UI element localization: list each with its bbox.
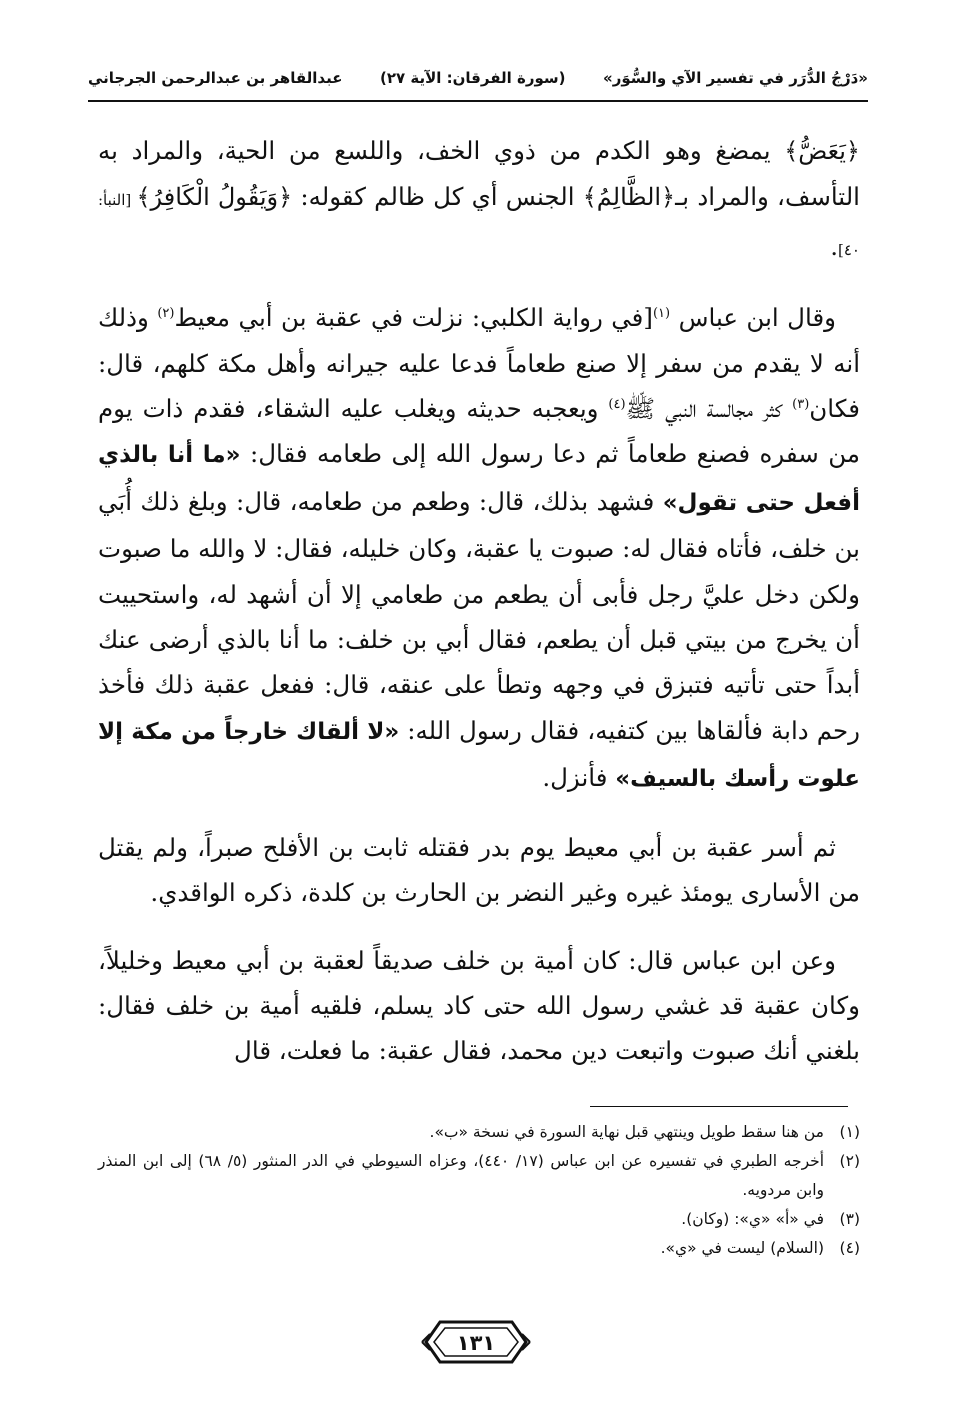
footnote-number: (١) — [839, 1123, 860, 1141]
hadith-quote: «لا ألقاك خارجاً من مكة إلا علوت رأسك بالسيف» — [98, 718, 860, 793]
main-text — [98, 128, 860, 1096]
footnote-number: (٤) — [839, 1239, 860, 1257]
footnote-marker: (٣) — [792, 396, 810, 412]
footnote-marker: (٢) — [157, 306, 175, 322]
text-run: كثر مجالسة النبي ﷺ — [625, 394, 793, 424]
quran-quote: ﴿الظَّالِمُ﴾ — [582, 183, 676, 212]
footnote-divider — [590, 1106, 848, 1107]
footnote-marker: (٤) — [608, 396, 626, 412]
footnote-3 — [98, 1205, 860, 1234]
paragraph-3: ثم أسر عقبة بن أبي معيط يوم بدر فقتله ثابت بن الأفلح صبراً، ولم يقتل من الأسارى يومئذ غيره وغير النضر بن الحارث بن كلدة، ذكره الواقدي. — [98, 832, 860, 908]
footnotes — [98, 1118, 860, 1263]
section-reference: (سورة الفرقان: الآية ٢٧) — [379, 69, 566, 87]
paragraph-2 — [98, 295, 860, 802]
text-run: فشهد بذلك، قال: وطعم من طعامه، قال: وبلغ ذلك أُبَي بن خلف، فأتاه فقال له: صبوت يا عقبة، وكان خليله، فقال: لا والله ما صبوت ولكن دخل عليَّ رجل فأبى أن يطعم من طعامي إلا أن أشهد له، واستحييت أن يخرج من بيتي قبل أن يطعم، فقال أبي بن خلف: ما أنا بالذي أرضى عنك أبداً حتى تأتيه فتبزق في وجهه وتطأ على عنقه، قال: ففعل عقبة ذلك فأخذ رحم دابة فألقاها بين كتفيه، فقال رسول الله: — [98, 486, 860, 745]
paragraph-4: وعن ابن عباس قال: كان أمية بن خلف صديقاً لعقبة بن أبي معيط وخليلاً، وكان عقبة قد غشي رسول الله حتى كاد يسلم، فلقيه أمية بن خلف فقال: بلغني أنك صبوت واتبعت دين محمد، فقال عقبة: ما فعلت، قال — [98, 945, 860, 1066]
quran-quote: ﴿وَيَقُولُ الْكَافِرُ﴾ — [136, 183, 293, 212]
footnote-2 — [98, 1147, 860, 1205]
footnote-marker: (١) — [652, 306, 671, 322]
header-divider — [88, 100, 868, 102]
text-run: وذلك أنه لا يقدم من سفر إلا صنع طعاماً فدعا عليه جيرانه وأهل مكة كلهم، قال: فكان — [98, 303, 860, 424]
author-name: عبدالقاهر بن عبدالرحمن الجرجاني — [88, 69, 343, 87]
book-title: «دَرْجُ الدُّرَر في تفسير الآي والسُّوَر» — [603, 69, 868, 87]
surah-reference: [النبأ: ٤٠] — [98, 191, 860, 259]
text-run: فأنزل. — [542, 763, 616, 793]
footnote-text: في «أ» «ي»: (وكان). — [681, 1210, 824, 1228]
text-run: ويعجبه حديثه ويغلب عليه الشقاء، فقدم ذات يوم من سفره فصنع طعاماً ثم دعا رسول الله إلى طعامه فقال: — [98, 394, 860, 469]
text-run: [في رواية الكلبي: نزلت في عقبة بن أبي معيط — [174, 303, 653, 333]
text-run: . — [830, 231, 839, 261]
page-number: ١٣١ — [456, 1331, 496, 1355]
footnote-1 — [98, 1118, 860, 1147]
running-header — [88, 62, 868, 94]
footnote-number: (٣) — [839, 1210, 860, 1228]
footnote-text: أخرجه الطبري في تفسيره عن ابن عباس (١٧/ ٤٤٠)، وعزاه السيوطي في الدر المنثور (٥/ ٦٨) إلى ابن المنذر وابن مردويه. — [98, 1152, 825, 1199]
text-run: وقال ابن عباس — [670, 303, 836, 333]
page-number-badge — [420, 1316, 532, 1368]
text-run: يمضغ وهو الكدم من ذوي الخف، واللسع من الحية، والمراد به التأسف، والمراد بـ — [98, 136, 860, 212]
footnote-text: (السلام) ليست في «ي». — [660, 1239, 824, 1257]
footnote-number: (٢) — [839, 1152, 860, 1170]
hadith-quote: «ما أنا بالذي أفعل حتى تقول» — [98, 442, 860, 516]
text-run: الجنس أي كل ظالم كقوله: — [292, 182, 583, 212]
quran-quote: ﴿يَعَضُّ﴾ — [784, 137, 860, 165]
footnote-4 — [98, 1234, 860, 1263]
footnote-text: من هنا سقط طويل وينتهي قبل نهاية السورة في نسخة «ب». — [429, 1123, 824, 1141]
paragraph-1 — [98, 128, 860, 273]
